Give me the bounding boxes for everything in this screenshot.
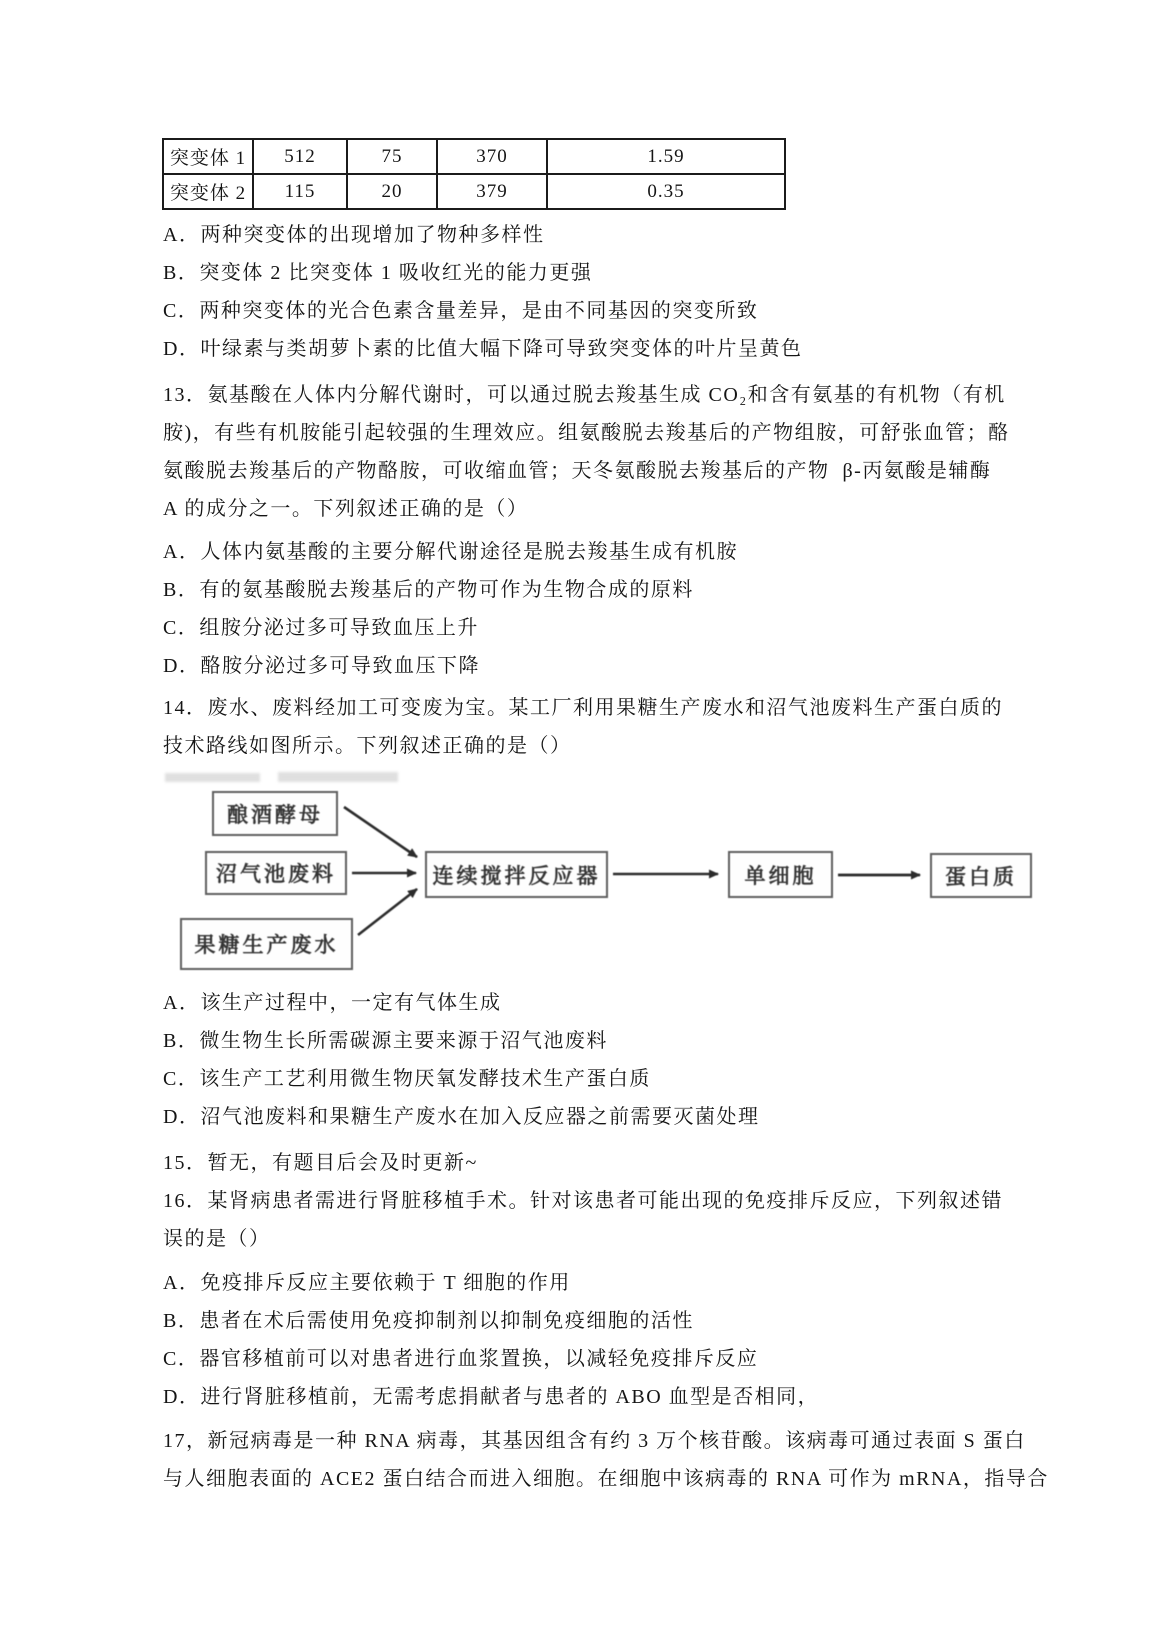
diagram-box-stirred-reactor: 连续搅拌反应器 [425,851,608,898]
q13-stem-line: 13．氨基酸在人体内分解代谢时，可以通过脱去羧基生成 CO₂和含有氨基的有机物（有机 [163,384,1006,406]
table-cell: 512 [253,139,347,174]
scan-artifact [165,773,260,782]
q14-option-b: B．微生物生长所需碳源主要来源于沼气池废料 [163,1030,608,1052]
table-cell: 115 [253,174,347,209]
q16-option-b: B．患者在术后需使用免疫抑制剂以抑制免疫细胞的活性 [163,1310,694,1332]
scan-artifact [278,772,398,782]
q16-stem-line: 误的是（） [163,1228,271,1250]
q14-stem-line: 技术路线如图所示。下列叙述正确的是（） [163,735,572,757]
table-cell: 突变体 1 [163,139,253,174]
q16-stem-line: 16．某肾病患者需进行肾脏移植手术。针对该患者可能出现的免疫排斥反应，下列叙述错 [163,1190,1003,1212]
table-row [163,139,785,174]
q13-option-b: B．有的氨基酸脱去羧基后的产物可作为生物合成的原料 [163,579,694,601]
diagram-box-brewing-yeast: 酿酒酵母 [212,791,338,836]
table-cell: 突变体 2 [163,174,253,209]
q14-option-c: C．该生产工艺利用微生物厌氧发酵技术生产蛋白质 [163,1068,651,1090]
q14-option-a: A．该生产过程中，一定有气体生成 [163,992,502,1014]
table-cell: 379 [437,174,547,209]
q13-stem-line: 氨酸脱去羧基后的产物酪胺，可收缩血管；天冬氨酸脱去羧基后的产物 β-丙氨酸是辅酶 [163,460,992,482]
q16-option-d: D．进行肾脏移植前，无需考虑捐献者与患者的 ABO 血型是否相同， [163,1386,820,1408]
table-row [163,174,785,209]
table-cell: 370 [437,139,547,174]
q16-option-c: C．器官移植前可以对患者进行血浆置换，以减轻免疫排斥反应 [163,1348,759,1370]
q13-option-d: D．酪胺分泌过多可导致血压下降 [163,655,480,677]
table-cell: 75 [347,139,437,174]
q17-stem-line: 17，新冠病毒是一种 RNA 病毒，其基因组含有约 3 万个核苷酸。该病毒可通过表面 S 蛋白 [163,1430,1026,1452]
diagram-box-biogas-waste: 沼气池废料 [205,851,347,895]
q17-stem-line: 与人细胞表面的 ACE2 蛋白结合而进入细胞。在细胞中该病毒的 RNA 可作为 mRNA，指导合 [163,1468,1049,1490]
q12-option-c: C．两种突变体的光合色素含量差异，是由不同基因的突变所致 [163,300,759,322]
q14-option-d: D．沼气池废料和果糖生产废水在加入反应器之前需要灭菌处理 [163,1106,760,1128]
q13-stem-line: 胺)，有些有机胺能引起较强的生理效应。组氨酸脱去羧基后的产物组胺，可舒张血管；酪 [163,422,1010,444]
diagram-box-fructose-wastewater: 果糖生产废水 [180,918,353,970]
q14-flow-diagram [0,765,1158,984]
q13-option-c: C．组胺分泌过多可导致血压上升 [163,617,479,639]
q13-option-a: A．人体内氨基酸的主要分解代谢途径是脱去羧基生成有机胺 [163,541,738,563]
arrow-fructose-to-reactor [358,889,417,935]
table-cell: 20 [347,174,437,209]
table-cell: 0.35 [547,174,785,209]
q12-option-a: A．两种突变体的出现增加了物种多样性 [163,224,545,246]
q12-option-b: B．突变体 2 比突变体 1 吸收红光的能力更强 [163,262,593,284]
diagram-box-protein: 蛋白质 [930,853,1032,898]
q15-placeholder-text: 15．暂无，有题目后会及时更新~ [163,1152,478,1174]
table-cell: 1.59 [547,139,785,174]
q13-stem-line: A 的成分之一。下列叙述正确的是（） [163,498,529,520]
mutant-data-table [162,138,786,210]
q14-stem-line: 14．废水、废料经加工可变废为宝。某工厂利用果糖生产废水和沼气池废料生产蛋白质的 [163,697,1003,719]
q16-option-a: A．免疫排斥反应主要依赖于 T 细胞的作用 [163,1272,571,1294]
q12-option-d: D．叶绿素与类胡萝卜素的比值大幅下降可导致突变体的叶片呈黄色 [163,338,803,360]
arrow-yeast-to-reactor [344,807,417,857]
diagram-box-single-cell: 单细胞 [728,851,833,898]
